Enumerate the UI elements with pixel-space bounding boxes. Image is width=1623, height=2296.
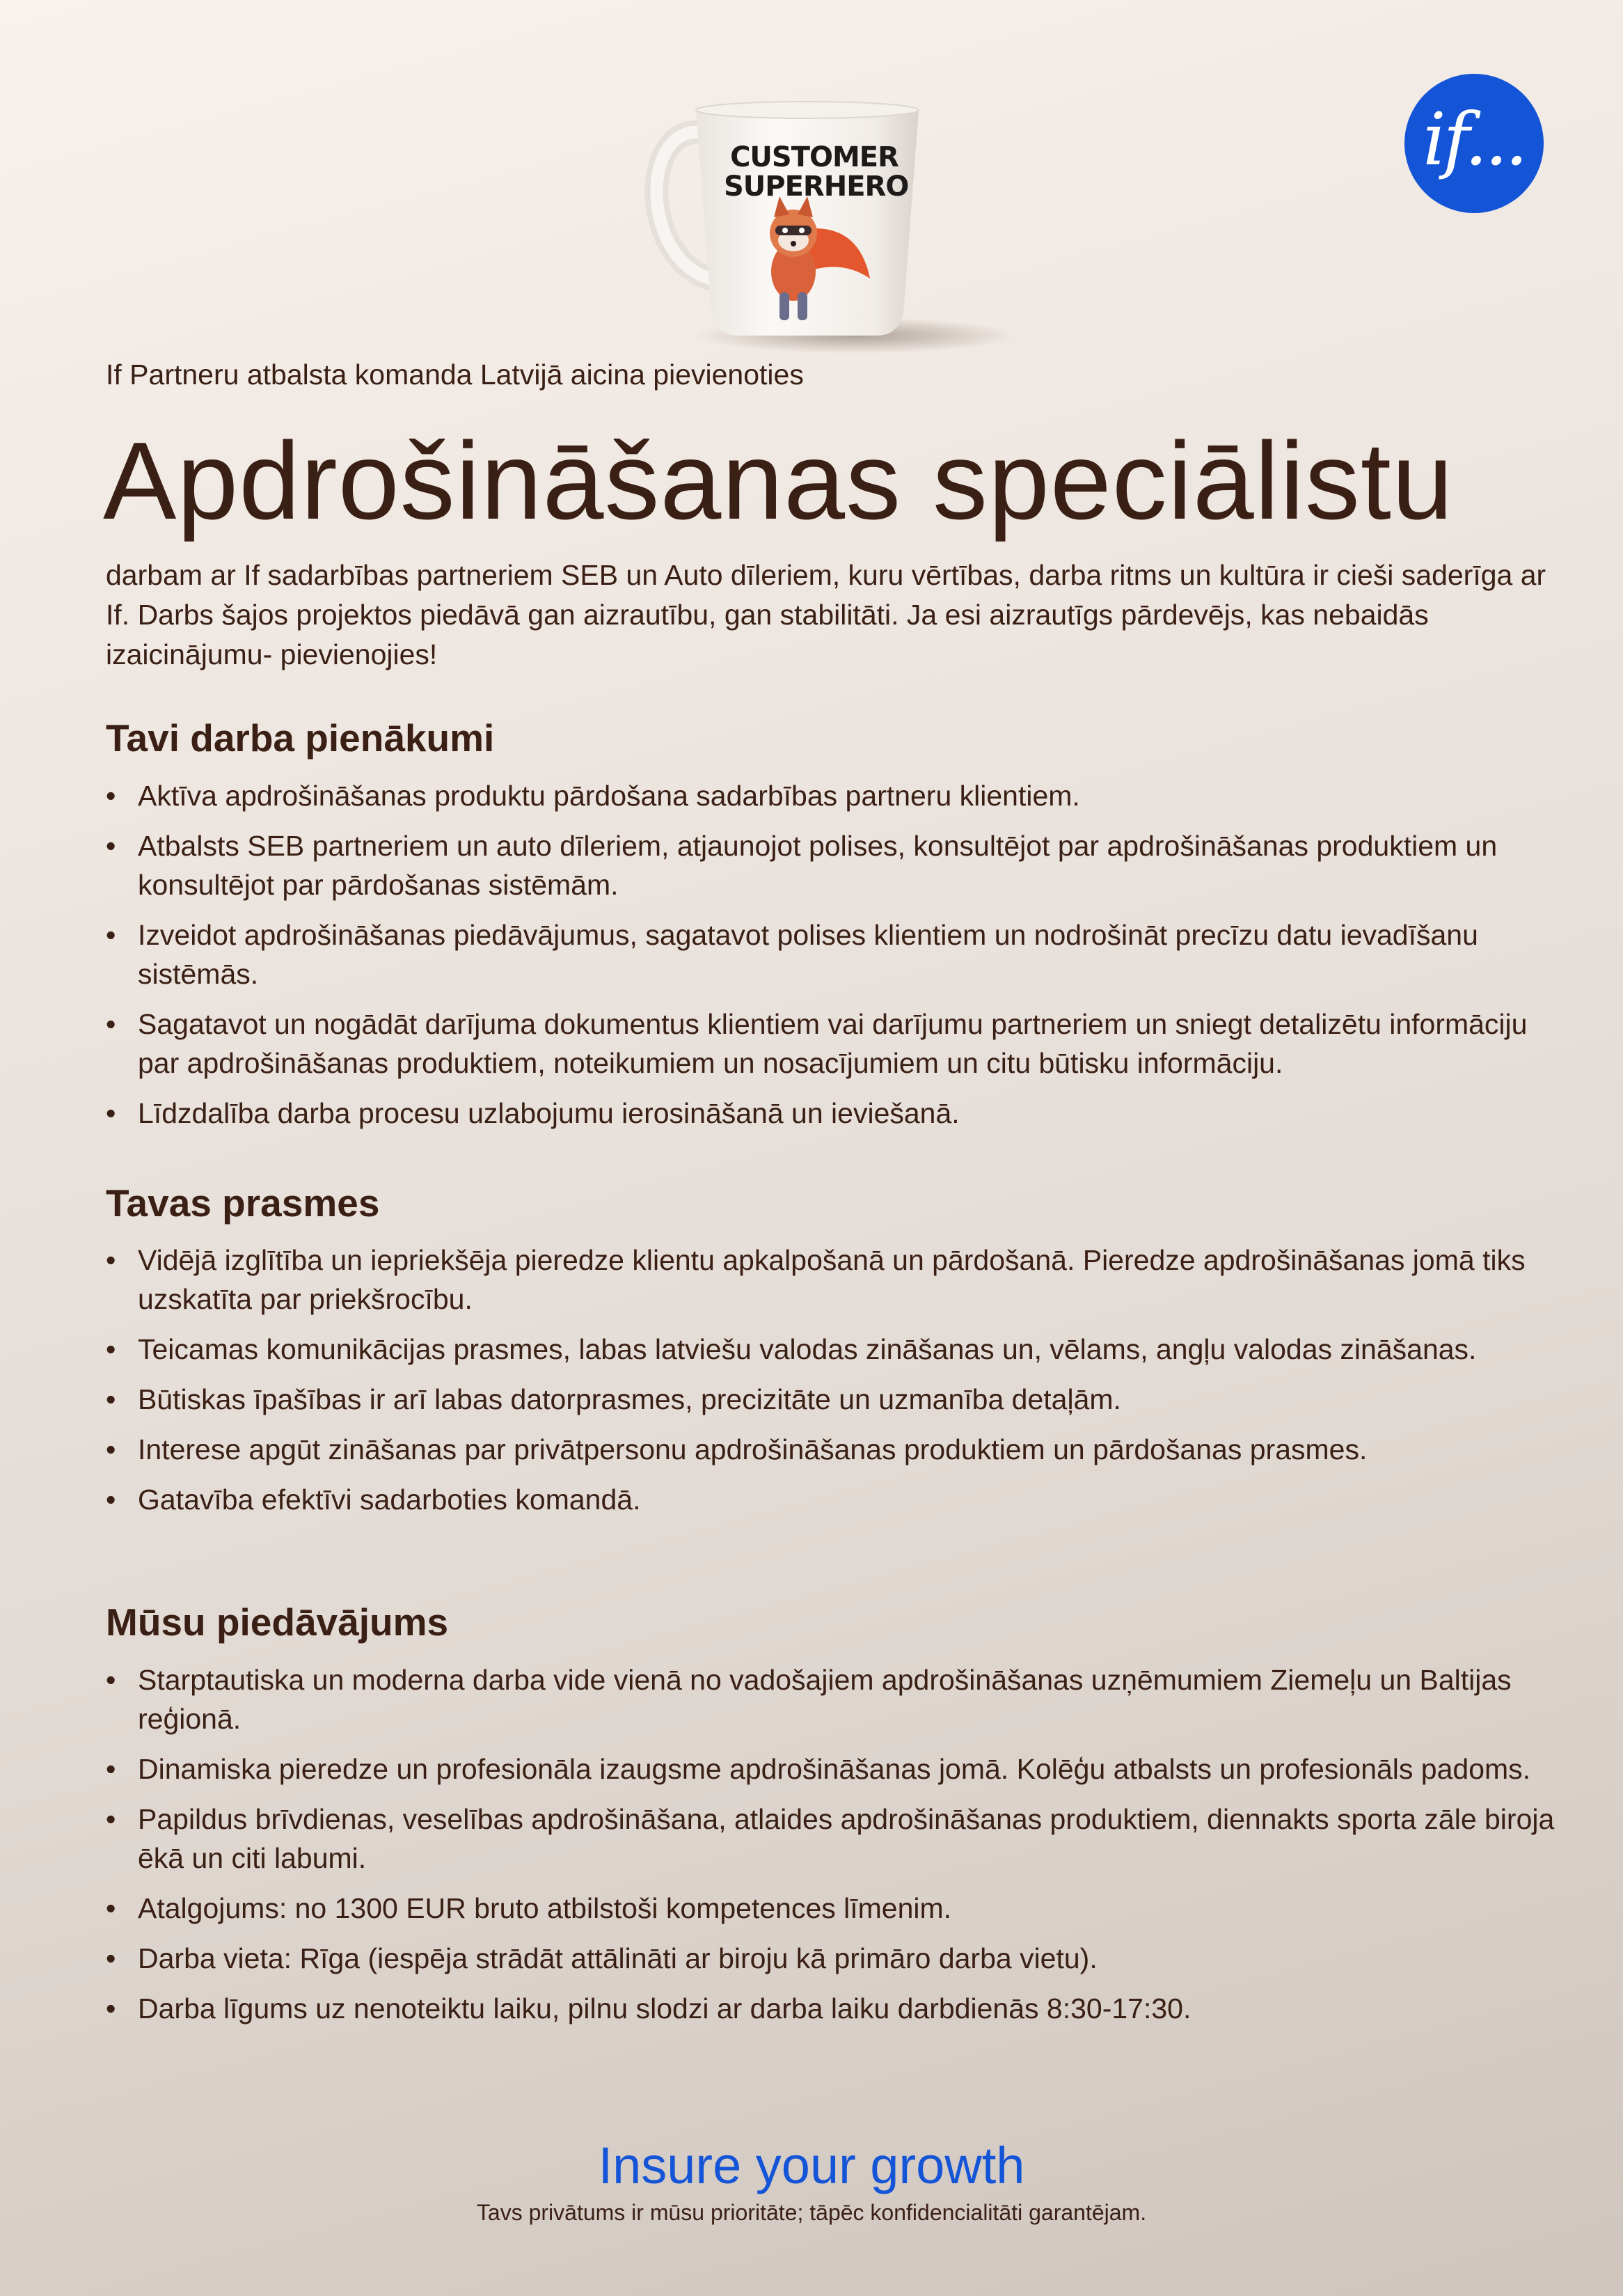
- list-item: • Sagatavot un nogādāt darījuma dokumentus klientiem vai darījumu partneriem un sniegt detalizētu informāciju par apdrošināšanas produktiem, noteikumiem un nosacījumiem un citu būtisku informāciju.: [106, 1005, 1567, 1083]
- mug-illustration: [626, 84, 1058, 362]
- mug-text-line1: CUSTOMER: [730, 141, 898, 173]
- list-item: • Atbalsts SEB partneriem un auto dīleriem, atjaunojot polises, konsultējot par apdrošināšanas produktiem un konsultējot par pārdošanas sistēmām.: [106, 826, 1567, 904]
- list-item: • Līdzdalība darba procesu uzlabojumu ierosināšanā un ieviešanā.: [106, 1094, 1567, 1133]
- mug-text-line2: SUPERHERO: [724, 171, 909, 203]
- if-logo-text: if...: [1423, 97, 1526, 182]
- lead-paragraph: darbam ar If sadarbības partneriem SEB un Auto dīleriem, kuru vērtības, darba ritms un kultūra ir cieši saderīga ar If. Darbs šajos projektos piedāvā gan aizrautību, gan stabilitāti. Ja esi aizrautīgs pārdevējs, kas nebaidās izaicinājumu- pievienojies!: [106, 559, 1546, 670]
- list-item: • Aktīva apdrošināšanas produktu pārdošana sadarbības partneru klientiem.: [106, 776, 1567, 815]
- list-item: • Vidējā izglītība un iepriekšēja pieredze klientu apkalpošanā un pārdošanā. Pieredze apdrošināšanas jomā tiks uzskatīta par priekšrocību.: [106, 1241, 1567, 1319]
- section-title-offer: Mūsu piedāvājums: [106, 1601, 449, 1644]
- privacy-note: Tavs privātums ir mūsu prioritāte; tāpēc konfidencialitāti garantējam.: [476, 2200, 1147, 2225]
- page-title: Apdrošināšanas speciālistu: [103, 420, 1454, 542]
- offer-list: [106, 1660, 1567, 2039]
- list-item: • Interese apgūt zināšanas par privātpersonu apdrošināšanas produktiem un pārdošanas prasmes.: [106, 1430, 1567, 1469]
- list-item: • Atalgojums: no 1300 EUR bruto atbilstoši kompetences līmenim.: [106, 1889, 1567, 1928]
- list-item: • Teicamas komunikācijas prasmes, labas latviešu valodas zināšanas un, vēlams, angļu valodas zināšanas.: [106, 1330, 1567, 1369]
- duties-list: [106, 776, 1567, 1144]
- list-item: • Izveidot apdrošināšanas piedāvājumus, sagatavot polises klientiem un nodrošināt precīzu datu ievadīšanu sistēmās.: [106, 915, 1567, 993]
- list-item: • Starptautiska un moderna darba vide vienā no vadošajiem apdrošināšanas uzņēmumiem Ziemeļu un Baltijas reģionā.: [106, 1660, 1567, 1738]
- list-item: • Dinamiska pieredze un profesionāla izaugsme apdrošināšanas jomā. Kolēģu atbalsts un profesionāls padoms.: [106, 1749, 1567, 1788]
- mug-text: [724, 141, 909, 203]
- tagline: Insure your growth: [598, 2137, 1025, 2194]
- list-item: • Gatavība efektīvi sadarboties komandā.: [106, 1480, 1567, 1519]
- list-item: • Būtiskas īpašības ir arī labas datorprasmes, precizitāte un uzmanība detaļām.: [106, 1380, 1567, 1419]
- list-item: • Papildus brīvdienas, veselības apdrošināšana, atlaides apdrošināšanas produktiem, diennakts sporta zāle biroja ēkā un citi labumi.: [106, 1800, 1567, 1878]
- list-item: • Darba līgums uz nenoteiktu laiku, pilnu slodzi ar darba laiku darbdienās 8:30-17:30.: [106, 1989, 1567, 2028]
- list-item: • Darba vieta: Rīga (iespēja strādāt attālināti ar biroju kā primāro darba vietu).: [106, 1939, 1567, 1978]
- section-title-skills: Tavas prasmes: [106, 1181, 380, 1225]
- if-logo: [1404, 74, 1544, 213]
- section-title-duties: Tavi darba pienākumi: [106, 716, 495, 760]
- skills-list: [106, 1241, 1567, 1530]
- intro-text: If Partneru atbalsta komanda Latvijā aicina pievienoties: [106, 359, 804, 391]
